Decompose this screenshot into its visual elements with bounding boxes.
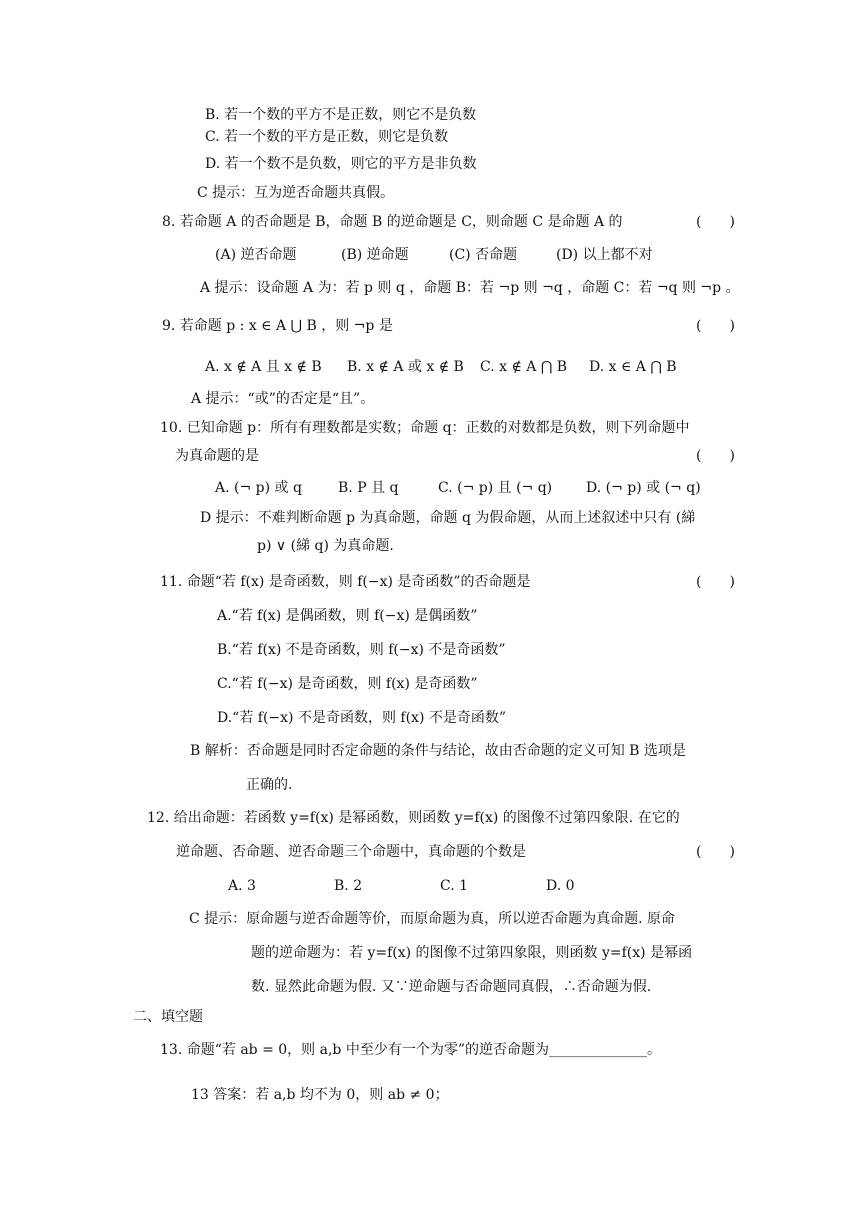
q8-stem: 8. 若命题 A 的否命题是 B，命题 B 的逆命题是 C，则命题 C 是命题 A 的 [162,214,623,230]
q12-option-d: D. 0 [546,878,575,894]
q8-option-c: (C) 否命题 [449,247,518,263]
q10-answer-paren: ( ) [696,448,735,464]
q8-option-d: (D) 以上都不对 [556,247,653,263]
q11-hint-line1: B 解析：否命题是同时否定命题的条件与结论，故由否命题的定义可知 B 选项是 [190,743,686,759]
q10-hint-line1: D 提示：不难判断命题 p 为真命题，命题 q 为假命题，从而上述叙述中只有 (綈 [200,510,696,526]
q7-option-b: B. 若一个数的平方不是正数，则它不是负数 [205,107,477,123]
q11-option-b: B.“若 f(x) 不是奇函数，则 f(−x) 不是奇函数” [217,642,506,658]
q13-answer: 13 答案：若 a,b 均不为 0，则 ab ≠ 0； [191,1087,449,1103]
q12-stem-line2: 逆命题、否命题、逆否命题三个命题中，真命题的个数是 [176,844,526,860]
q11-hint-line2: 正确的. [246,777,293,793]
q10-hint-line2: p) ∨ (綈 q) 为真命题. [257,538,394,554]
q8-hint: A 提示：设命题 A 为：若 p 则 q ，命题 B：若 ¬p 则 ¬q ，命题 C：若 ¬q 则 ¬p 。 [200,280,740,296]
q9-option-b: B. x ∉ A 或 x ∉ B [347,359,464,375]
q9-option-d: D. x ∈ A ⋂ B [589,359,677,375]
q7-hint: C 提示：互为逆否命题共真假。 [197,185,395,201]
section-heading: 二、填空题 [133,1009,203,1025]
q11-answer-paren: ( ) [696,574,735,590]
q12-hint-line2: 题的逆命题为：若 y=f(x) 的图像不过第四象限，则函数 y=f(x) 是幂函 [251,945,693,961]
q12-hint-line1: C 提示：原命题与逆否命题等价，而原命题为真，所以逆否命题为真命题. 原命 [189,911,676,927]
q10-option-b: B. P 且 q [338,480,399,496]
q8-answer-paren: ( ) [696,214,735,230]
q8-option-b: (B) 逆命题 [341,247,409,263]
q10-stem-line1: 10. 已知命题 p：所有有理数都是实数；命题 q：正数的对数都是负数，则下列命题中 [160,420,690,436]
q7-option-d: D. 若一个数不是负数，则它的平方是非负数 [205,156,477,172]
q11-stem: 11. 命题“若 f(x) 是奇函数，则 f(−x) 是奇函数”的否命题是 [160,574,531,590]
q10-stem-line2: 为真命题的是 [175,448,259,464]
q12-option-a: A. 3 [228,878,256,894]
q10-option-c: C. (¬ p) 且 (¬ q) [438,480,553,496]
q9-stem: 9. 若命题 p : x ∈ A ⋃ B ，则 ¬p 是 [162,318,393,334]
q9-hint: A 提示：“或”的否定是“且”。 [191,391,375,407]
q10-option-a: A. (¬ p) 或 q [215,480,302,496]
q9-answer-paren: ( ) [696,318,735,334]
q7-option-c: C. 若一个数的平方是正数，则它是负数 [205,129,449,145]
q9-option-c: C. x ∉ A ⋂ B [480,359,568,375]
q12-option-c: C. 1 [440,878,469,894]
q11-option-c: C.“若 f(−x) 是奇函数，则 f(x) 是奇函数” [217,676,478,692]
q12-option-b: B. 2 [334,878,363,894]
q9-option-a: A. x ∉ A 且 x ∉ B [205,359,322,375]
q11-option-d: D.“若 f(−x) 不是奇函数，则 f(x) 不是奇函数” [217,710,507,726]
q13-stem: 13. 命题“若 ab = 0，则 a,b 中至少有一个为零”的逆否命题为______________。 [160,1042,661,1058]
q10-option-d: D. (¬ p) 或 (¬ q) [586,480,701,496]
q8-option-a: (A) 逆否命题 [215,247,297,263]
q12-stem-line1: 12. 给出命题：若函数 y=f(x) 是幂函数，则函数 y=f(x) 的图像不过第四象限. 在它的 [147,810,680,826]
q11-option-a: A.“若 f(x) 是偶函数，则 f(−x) 是偶函数” [217,608,478,624]
q12-hint-line3: 数. 显然此命题为假. 又∵逆命题与否命题同真假，∴否命题为假. [251,979,652,995]
q12-answer-paren: ( ) [696,844,735,860]
